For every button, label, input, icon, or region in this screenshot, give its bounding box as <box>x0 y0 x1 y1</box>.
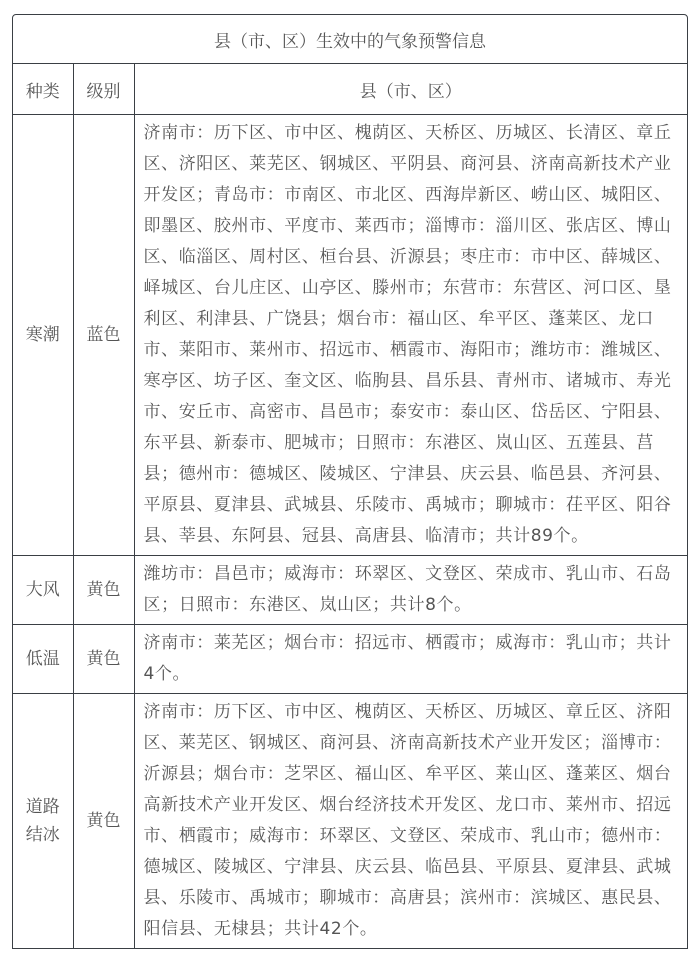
warning-table <box>12 14 688 949</box>
warning-level: 蓝色 <box>73 115 134 556</box>
warning-level: 黄色 <box>73 694 134 949</box>
header-type: 种类 <box>13 64 73 115</box>
header-level: 级别 <box>73 64 134 115</box>
table-row <box>13 115 687 556</box>
warning-areas: 济南市：历下区、市中区、槐荫区、天桥区、历城区、章丘区、济阳区、莱芜区、钢城区、商河县、济南高新技术产业开发区；淄博市：沂源县；烟台市：芝罘区、福山区、牟平区、莱山区、蓬莱区、烟台高新技术产业开发区、烟台经济技术开发区、龙口市、莱州市、招远市、栖霞市；威海市：环翠区、文登区、荣成市、乳山市；德州市：德城区、陵城区、宁津县、庆云县、临邑县、平原县、夏津县、武城县、乐陵市、禹城市；聊城市：高唐县；滨州市：滨城区、惠民县、阳信县、无棣县；共计42个。 <box>134 694 687 949</box>
table-row <box>13 625 687 694</box>
table-row <box>13 556 687 625</box>
warning-type: 低温 <box>13 625 73 694</box>
warning-level: 黄色 <box>73 625 134 694</box>
warning-areas: 潍坊市：昌邑市；威海市：环翠区、文登区、荣成市、乳山市、石岛区；日照市：东港区、岚山区；共计8个。 <box>134 556 687 625</box>
table-row <box>13 694 687 949</box>
header-areas: 县（市、区） <box>134 64 687 115</box>
table-header-row <box>13 64 687 115</box>
table-title-row <box>13 15 687 64</box>
table-title: 县（市、区）生效中的气象预警信息 <box>13 15 687 64</box>
warning-areas: 济南市：莱芜区；烟台市：招远市、栖霞市；威海市：乳山市；共计4个。 <box>134 625 687 694</box>
warning-areas: 济南市：历下区、市中区、槐荫区、天桥区、历城区、长清区、章丘区、济阳区、莱芜区、钢城区、平阴县、商河县、济南高新技术产业开发区；青岛市：市南区、市北区、西海岸新区、崂山区、城阳区、即墨区、胶州市、平度市、莱西市；淄博市：淄川区、张店区、博山区、临淄区、周村区、桓台县、沂源县；枣庄市：市中区、薛城区、峄城区、台儿庄区、山亭区、滕州市；东营市：东营区、河口区、垦利区、利津县、广饶县；烟台市：福山区、牟平区、蓬莱区、龙口市、莱阳市、莱州市、招远市、栖霞市、海阳市；潍坊市：潍城区、寒亭区、坊子区、奎文区、临朐县、昌乐县、青州市、诸城市、寿光市、安丘市、高密市、昌邑市；泰安市：泰山区、岱岳区、宁阳县、东平县、新泰市、肥城市；日照市：东港区、岚山区、五莲县、莒县；德州市：德城区、陵城区、宁津县、庆云县、临邑县、齐河县、平原县、夏津县、武城县、乐陵市、禹城市；聊城市：茌平区、阳谷县、莘县、东阿县、冠县、高唐县、临清市；共计89个。 <box>134 115 687 556</box>
warning-type: 大风 <box>13 556 73 625</box>
warning-type <box>13 694 73 949</box>
warning-type-line: 结冰 <box>25 825 60 845</box>
warning-type: 寒潮 <box>13 115 73 556</box>
warning-level: 黄色 <box>73 556 134 625</box>
warning-type-line: 道路 <box>25 797 60 817</box>
